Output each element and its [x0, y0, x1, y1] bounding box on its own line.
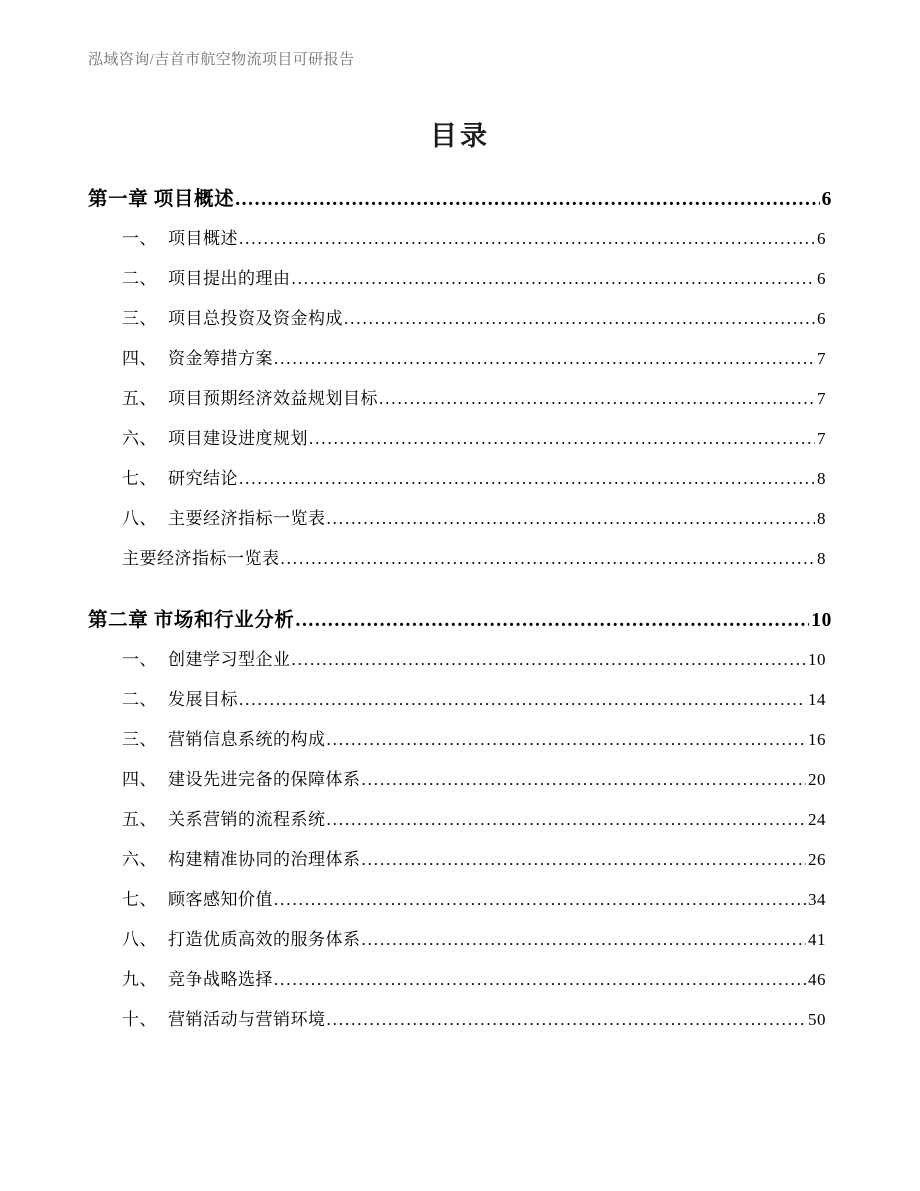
- toc-section-entry[interactable]: [88, 845, 832, 885]
- toc-section-entry[interactable]: [88, 725, 832, 765]
- toc-entry-number: 二、: [122, 690, 157, 709]
- toc-page-number: 20: [808, 770, 826, 789]
- toc-dot-leader: [362, 850, 807, 870]
- toc-entry-number: 五、: [122, 810, 157, 829]
- toc-page-number: 10: [808, 650, 826, 669]
- toc-entry-label: 资金筹措方案: [168, 349, 273, 368]
- toc-entry-label: 项目概述: [168, 229, 238, 248]
- toc-entry-label: 项目预期经济效益规划目标: [168, 389, 378, 408]
- toc-section-entry[interactable]: [88, 424, 832, 464]
- toc-page-number: 7: [817, 389, 826, 408]
- toc-page-number: 6: [817, 309, 826, 328]
- toc-entry-number: 一、: [122, 229, 157, 248]
- running-header: 泓域咨询/吉首市航空物流项目可研报告: [88, 52, 355, 68]
- toc-dot-leader: [327, 509, 816, 529]
- toc-dot-leader: [274, 349, 815, 369]
- toc-entry-label: 顾客感知价值: [168, 890, 273, 909]
- toc-entry-number: 六、: [122, 850, 157, 869]
- toc-dot-leader: [274, 890, 806, 910]
- toc-page-number: 26: [808, 850, 826, 869]
- toc-entry-label: 建设先进完备的保障体系: [168, 770, 361, 789]
- toc-section-entry[interactable]: [88, 264, 832, 304]
- toc-entry-number: 七、: [122, 469, 157, 488]
- toc-page-number: 14: [808, 690, 826, 709]
- toc-section-entry[interactable]: [88, 765, 832, 805]
- toc-section-entry[interactable]: [88, 344, 832, 384]
- toc-dot-leader: [327, 730, 807, 750]
- toc-chapter-entry[interactable]: [88, 604, 832, 645]
- toc-dot-leader: [274, 970, 806, 990]
- toc-dot-leader: [327, 1010, 807, 1030]
- toc-entry-number: 一、: [122, 650, 157, 669]
- toc-dot-leader: [309, 429, 815, 449]
- toc-section-entry[interactable]: [88, 645, 832, 685]
- toc-page-number: 7: [817, 429, 826, 448]
- toc-entry-number: 五、: [122, 389, 157, 408]
- toc-section-entry[interactable]: [88, 1005, 832, 1045]
- toc-section-entry[interactable]: [88, 805, 832, 845]
- toc-entry-number: 三、: [122, 730, 157, 749]
- toc-entry-label: 研究结论: [168, 469, 238, 488]
- toc-entry-number: 七、: [122, 890, 157, 909]
- toc-dot-leader: [235, 189, 819, 211]
- toc-page-number: 34: [808, 890, 826, 909]
- toc-entry-label: 构建精准协同的治理体系: [168, 850, 361, 869]
- table-of-contents: [88, 183, 832, 1045]
- toc-entry-label: 竞争战略选择: [168, 970, 273, 989]
- toc-section-entry[interactable]: [88, 304, 832, 344]
- toc-section-entry[interactable]: [88, 685, 832, 725]
- toc-entry-label: 主要经济指标一览表: [122, 549, 280, 568]
- toc-entry-number: 八、: [122, 930, 157, 949]
- toc-page-number: 10: [811, 610, 832, 631]
- toc-dot-leader: [239, 229, 815, 249]
- toc-entry-number: 四、: [122, 349, 157, 368]
- toc-dot-leader: [379, 389, 815, 409]
- toc-page-number: 6: [817, 229, 826, 248]
- toc-entry-number: 三、: [122, 309, 157, 328]
- toc-entry-label: 创建学习型企业: [168, 650, 291, 669]
- toc-entry-label: 项目建设进度规划: [168, 429, 308, 448]
- toc-entry-number: 八、: [122, 509, 157, 528]
- toc-entry-label: 营销活动与营销环境: [168, 1010, 326, 1029]
- toc-entry-label: 第一章 项目概述: [88, 189, 235, 210]
- toc-dot-leader: [281, 549, 816, 569]
- toc-page-number: 46: [808, 970, 826, 989]
- toc-dot-leader: [362, 770, 807, 790]
- toc-section-entry[interactable]: [88, 885, 832, 925]
- toc-entry-label: 主要经济指标一览表: [168, 509, 326, 528]
- toc-dot-leader: [239, 469, 815, 489]
- toc-page-number: 6: [817, 269, 826, 288]
- toc-dot-leader: [295, 610, 809, 632]
- toc-entry-label: 打造优质高效的服务体系: [168, 930, 361, 949]
- toc-entry-number: 十、: [122, 1010, 157, 1029]
- toc-section-entry[interactable]: [88, 925, 832, 965]
- toc-page-number: 8: [817, 549, 826, 568]
- toc-page-number: 8: [817, 509, 826, 528]
- toc-entry-number: 四、: [122, 770, 157, 789]
- toc-section-entry[interactable]: [88, 224, 832, 264]
- toc-section-entry[interactable]: [88, 544, 832, 584]
- toc-dot-leader: [327, 810, 807, 830]
- toc-dot-leader: [292, 650, 807, 670]
- toc-page-number: 16: [808, 730, 826, 749]
- toc-dot-leader: [239, 690, 806, 710]
- toc-section-entry[interactable]: [88, 384, 832, 424]
- toc-dot-leader: [292, 269, 816, 289]
- toc-page-number: 8: [817, 469, 826, 488]
- page-title: 目录: [430, 121, 490, 151]
- toc-dot-leader: [362, 930, 807, 950]
- toc-entry-number: 九、: [122, 970, 157, 989]
- toc-section-entry[interactable]: [88, 504, 832, 544]
- toc-page-number: 24: [808, 810, 826, 829]
- toc-section-entry[interactable]: [88, 464, 832, 504]
- toc-entry-label: 第二章 市场和行业分析: [88, 610, 295, 631]
- toc-entry-label: 发展目标: [168, 690, 238, 709]
- toc-page-number: 50: [808, 1010, 826, 1029]
- toc-entry-label: 项目总投资及资金构成: [168, 309, 343, 328]
- toc-entry-label: 项目提出的理由: [168, 269, 291, 288]
- toc-entry-number: 六、: [122, 429, 157, 448]
- toc-dot-leader: [344, 309, 815, 329]
- toc-page-number: 7: [817, 349, 826, 368]
- toc-section-entry[interactable]: [88, 965, 832, 1005]
- toc-entry-label: 营销信息系统的构成: [168, 730, 326, 749]
- toc-entry-label: 关系营销的流程系统: [168, 810, 326, 829]
- toc-page-number: 41: [808, 930, 826, 949]
- toc-entry-number: 二、: [122, 269, 157, 288]
- toc-page-number: 6: [821, 189, 832, 210]
- toc-chapter-entry[interactable]: [88, 183, 832, 224]
